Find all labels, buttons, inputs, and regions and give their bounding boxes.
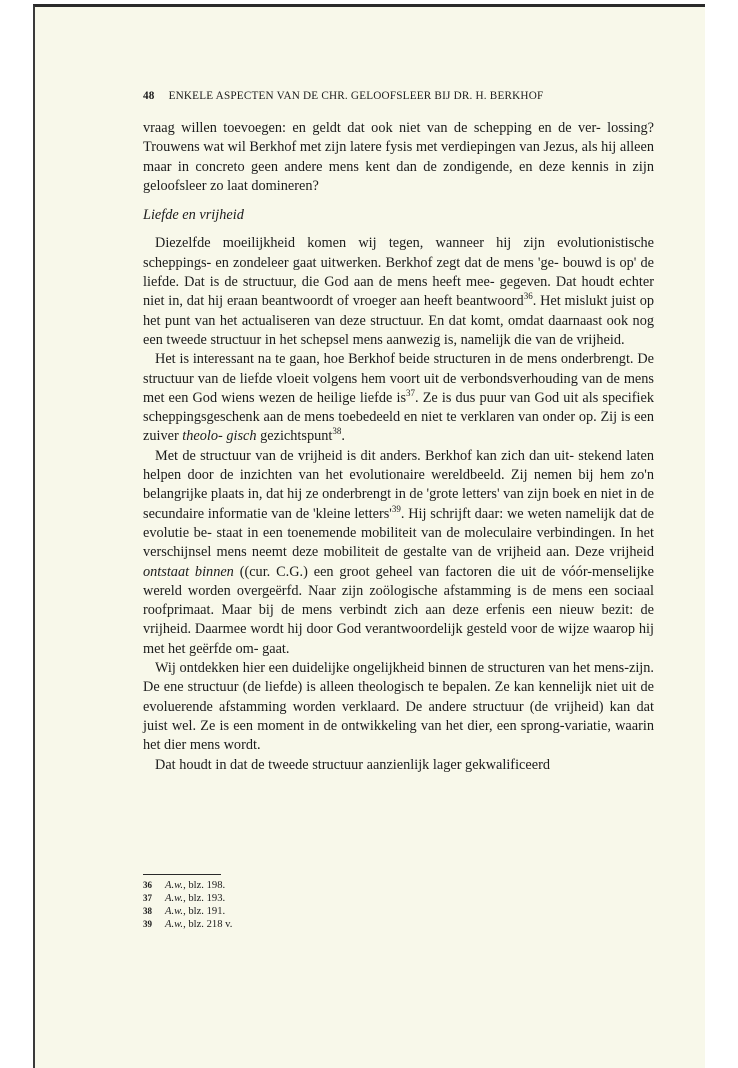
paragraph-3-part-a: Met de structuur van de vrijheid is dit anders. Berkhof kan zich dan uit- stekend laten helpen door de inzichten van het evolutionaire wereldbeeld. Zij nemen bij hem zo'n belangrijke plaats in, dat hij ze onderbrengt in de 'grote letters' van zijn boek en niet in de secundaire informatie van de 'kleine letters' xyxy=(143,447,654,522)
paragraph-3-part-b: . Hij schrijft daar: we weten namelijk dat de evolutie be- staat in een toenemende mobiliteit van de moleculaire verbindingen. In het verschijnsel mens neemt deze mobiliteit de gestalte van de vrijheid aan. Deze vrijheid xyxy=(143,505,654,561)
paragraph-5: Dat houdt in dat de tweede structuur aanzienlijk lager gekwalificeerd xyxy=(155,756,550,773)
paragraph-2-part-a: Het is interessant na te gaan, hoe Berkhof beide structuren in de mens onderbrengt. De structuur van de liefde vloeit volgens hem voort uit de verbondsverhouding van de mens met een God wiens wezen de heilige liefde is xyxy=(143,351,654,406)
footnote-text: , blz. 218 v. xyxy=(183,919,233,930)
paragraph-2-part-d: . xyxy=(341,428,345,445)
paragraph-2-italic: theolo- gisch xyxy=(182,428,257,445)
page-number: 48 xyxy=(143,90,155,102)
footnote-ref-abbrev: A.w. xyxy=(165,919,184,930)
footnote-ref-36: 36 xyxy=(523,291,533,302)
footnote-37 xyxy=(143,892,443,905)
footnote-divider xyxy=(143,874,221,875)
footnote-number: 38 xyxy=(143,906,152,916)
footnote-ref-38: 38 xyxy=(332,426,342,437)
footnote-ref-abbrev: A.w. xyxy=(165,893,184,904)
footnote-ref-39: 39 xyxy=(391,503,401,514)
footnote-number: 36 xyxy=(143,880,152,890)
paragraph-0: vraag willen toevoegen: en geldt dat ook niet van de schepping en de ver- lossing? Trouwens wat wil Berkhof met zijn latere fysis met verdiepingen van Jezus, als hij alleen maar in concreto geen andere mens kent dan de zondigende, en deze kennis in zijn geloofsleer zo laat domineren? xyxy=(143,120,654,194)
footnote-text: , blz. 191. xyxy=(183,906,226,917)
footnote-ref-abbrev: A.w. xyxy=(165,880,184,891)
footnote-ref-abbrev: A.w. xyxy=(165,906,184,917)
body-text xyxy=(143,119,654,775)
footnote-number: 37 xyxy=(143,893,152,903)
footnote-text: , blz. 198. xyxy=(183,880,226,891)
paragraph-1-part-a: Diezelfde moeilijkheid komen wij tegen, wanneer hij zijn evolutionistische scheppings- en zondeleer gaat uitwerken. Berkhof zegt dat de mens 'ge- bouwd is op' de liefde. Dat is de structuur, die God aan de mens heeft mee- gegeven. Dat houdt echter niet in, dat hij eraan beantwoordt of vroeger aan heeft beantwoord xyxy=(143,235,654,310)
footnote-text: , blz. 193. xyxy=(183,893,226,904)
paragraph-3-part-c: ((cur. C.G.) een groot geheel van factoren die uit de vóór-menselijke wereld worden overgeërfd. Naar zijn zoölogische afstamming is de mens een sociaal roofprimaat. Maar bij de mens verbindt zich aan deze erfenis een nieuw bezit: de vrijheid. Daarmee wordt hij door God verantwoordelijk gesteld voor de wijze waarop hij met het geërfde om- gaat. xyxy=(143,563,654,657)
paragraph-1-part-b: . Het mislukt juist op het punt van het actualiseren van deze structuur. En dat komt, omdat daarnaast ook nog een tweede structuur in het schepsel mens aanwezig is, namelijk die van de vrijheid. xyxy=(143,293,654,348)
footnote-38 xyxy=(143,905,443,918)
footnote-ref-37: 37 xyxy=(406,388,416,399)
footnote-36 xyxy=(143,879,443,892)
running-title: ENKELE ASPECTEN VAN DE CHR. GELOOFSLEER BIJ DR. H. BERKHOF xyxy=(168,90,544,102)
paragraph-4: Wij ontdekken hier een duidelijke ongelijkheid binnen de structuren van het mens-zijn. De ene structuur (de liefde) is alleen theologisch te bepalen. Ze kan kennelijk niet uit de evoluerende afstamming worden verklaard. De andere structuur (de vrijheid) kan dat juist wel. Ze is een moment in de ontwikkeling van het dier, een sprong-variatie, waarin het dier mens wordt. xyxy=(143,660,654,754)
paragraph-2 xyxy=(143,350,654,446)
footnotes xyxy=(143,879,443,931)
footnote-39 xyxy=(143,918,443,931)
paragraph-2-part-b: . Ze is dus puur van God uit als specifiek scheppingsgeschenk aan de mens toebedeeld en niet te verklaren van onder op. Zij is een zuiver xyxy=(143,389,655,445)
section-heading: Liefde en vrijheid xyxy=(143,207,244,224)
paragraph-3-italic: ontstaat binnen xyxy=(143,563,234,580)
footnote-number: 39 xyxy=(143,919,152,929)
running-header xyxy=(143,90,655,102)
paragraph-3 xyxy=(143,447,654,659)
paragraph-1 xyxy=(143,234,654,350)
paragraph-2-part-c: gezichtspunt xyxy=(256,428,333,445)
